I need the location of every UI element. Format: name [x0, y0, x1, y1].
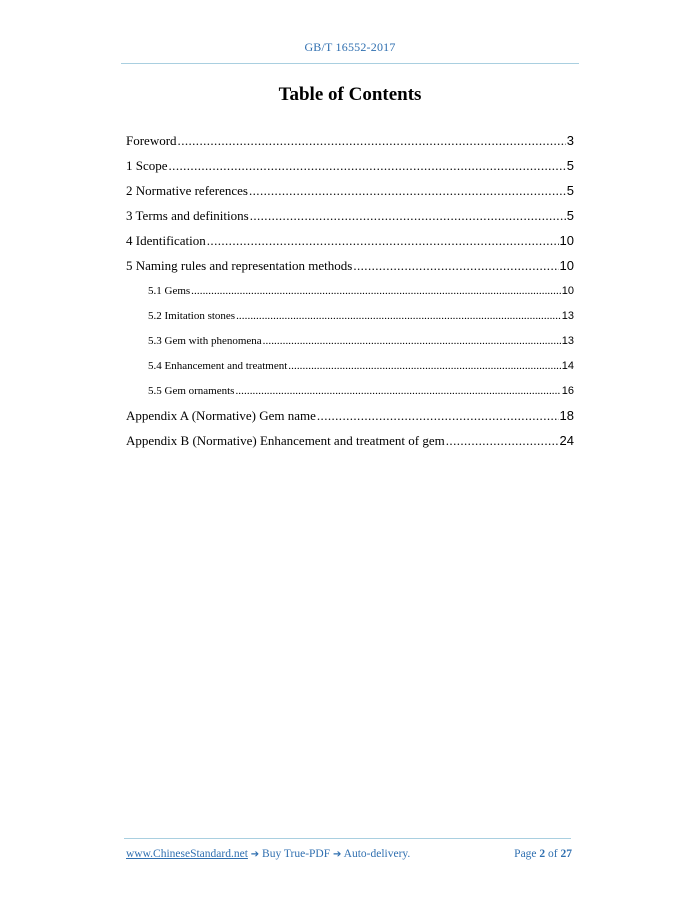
toc-entry-enhancement-treatment[interactable]	[126, 356, 574, 381]
buy-true-pdf-text: Buy True-PDF	[262, 848, 331, 860]
dot-leader	[317, 406, 559, 426]
toc-entry-label: 2 Normative references	[126, 183, 248, 198]
toc-entry-page: 13	[561, 310, 574, 322]
dot-leader	[169, 156, 566, 176]
toc-entry-gem-phenomena[interactable]	[126, 331, 574, 356]
right-arrow-icon: ➔	[250, 849, 260, 860]
footer-left	[126, 848, 410, 860]
toc-entry-label: Appendix A (Normative) Gem name	[126, 408, 316, 423]
dot-leader	[207, 231, 559, 251]
right-arrow-icon: ➔	[333, 849, 342, 860]
toc-entry-label: 5.3 Gem with phenomena	[148, 335, 262, 347]
table-of-contents	[126, 131, 574, 456]
toc-entry-foreword[interactable]	[126, 131, 574, 156]
header-divider	[121, 63, 579, 64]
toc-entry-label: 5.1 Gems	[148, 285, 191, 297]
toc-entry-terms-definitions[interactable]	[126, 206, 574, 231]
toc-entry-label: 5.4 Enhancement and treatment	[148, 360, 288, 372]
toc-entry-label: 5.2 Imitation stones	[148, 310, 236, 322]
page-indicator	[514, 848, 572, 860]
toc-entry-page: 10	[561, 285, 574, 297]
toc-entry-gem-ornaments[interactable]	[126, 381, 574, 406]
toc-entry-appendix-a[interactable]	[126, 406, 574, 431]
dot-leader	[250, 206, 566, 226]
toc-entry-page: 5	[566, 158, 574, 173]
dot-leader	[446, 431, 559, 451]
dot-leader	[235, 381, 560, 401]
dot-leader	[236, 306, 561, 326]
toc-entry-page: 14	[561, 360, 574, 372]
toc-entry-label: 1 Scope	[126, 158, 168, 173]
page-word: Page	[514, 848, 537, 860]
toc-entry-identification[interactable]	[126, 231, 574, 256]
toc-entry-label: Appendix B (Normative) Enhancement and treatment of gem	[126, 433, 445, 448]
dot-leader	[353, 256, 558, 276]
auto-delivery-text: Auto-delivery.	[343, 848, 411, 860]
toc-entry-appendix-b[interactable]	[126, 431, 574, 456]
footer-divider	[124, 838, 571, 839]
dot-leader	[263, 331, 561, 351]
page-footer	[126, 848, 572, 860]
toc-entry-page: 13	[561, 335, 574, 347]
toc-entry-page: 5	[566, 208, 574, 223]
total-pages-number: 27	[560, 848, 572, 860]
toc-entry-imitation-stones[interactable]	[126, 306, 574, 331]
website-link[interactable]: www.ChineseStandard.net	[126, 848, 248, 860]
dot-leader	[191, 281, 561, 301]
toc-entry-page: 10	[559, 233, 574, 248]
page-title: Table of Contents	[278, 84, 422, 105]
toc-entry-page: 16	[561, 385, 574, 397]
toc-entry-page: 3	[566, 133, 574, 148]
dot-leader	[288, 356, 560, 376]
dot-leader	[249, 181, 566, 201]
running-header: GB/T 16552-2017	[304, 40, 396, 54]
toc-entry-gems[interactable]	[126, 281, 574, 306]
toc-entry-page: 18	[559, 408, 574, 423]
toc-entry-label: 4 Identification	[126, 233, 206, 248]
toc-entry-label: 5 Naming rules and representation methods	[126, 258, 353, 273]
toc-entry-normative-references[interactable]	[126, 181, 574, 206]
of-word: of	[548, 848, 558, 860]
toc-entry-label: 5.5 Gem ornaments	[148, 385, 235, 397]
dot-leader	[178, 131, 566, 151]
toc-entry-page: 24	[559, 433, 574, 448]
toc-entry-page: 10	[559, 258, 574, 273]
toc-entry-label: 3 Terms and definitions	[126, 208, 249, 223]
toc-entry-label: Foreword	[126, 133, 177, 148]
current-page-number: 2	[539, 848, 546, 860]
toc-entry-page: 5	[566, 183, 574, 198]
toc-entry-naming-rules[interactable]	[126, 256, 574, 281]
toc-entry-scope[interactable]	[126, 156, 574, 181]
